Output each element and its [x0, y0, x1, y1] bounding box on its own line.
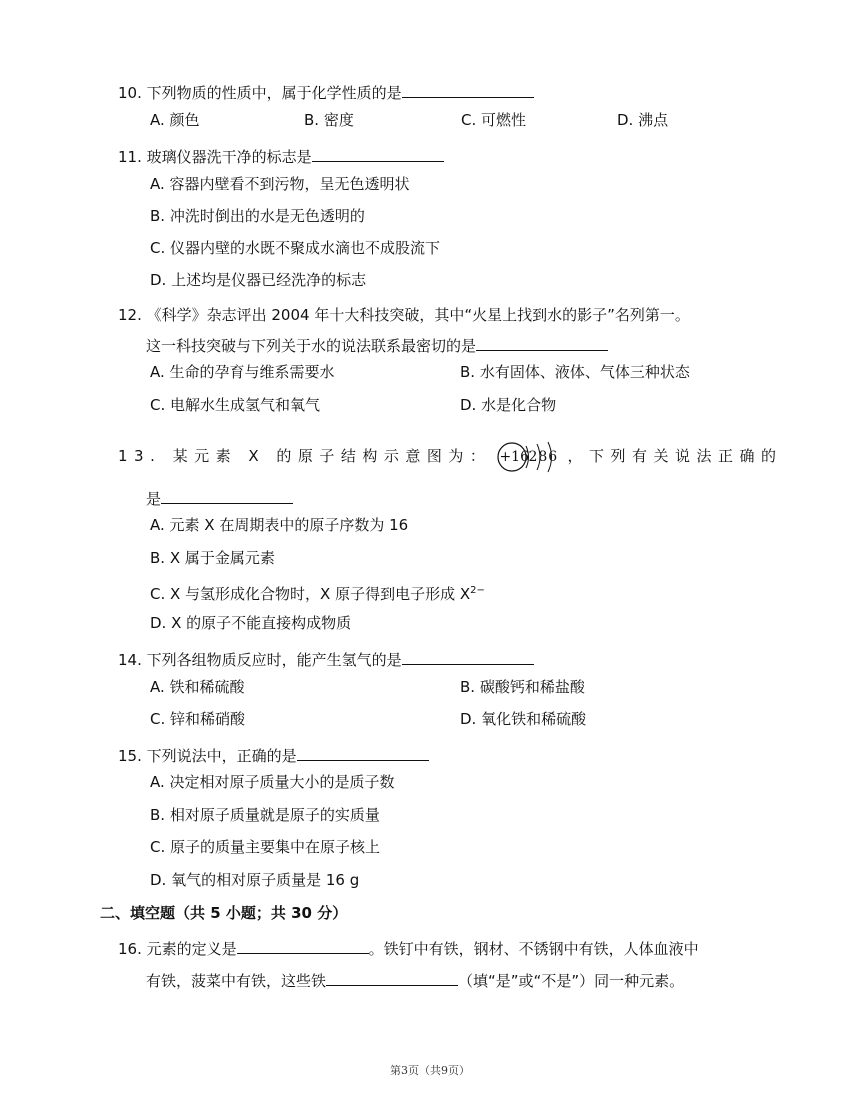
question-stem: 13. 某元素 X 的原子结构示意图为： [118, 447, 492, 465]
option-c [150, 581, 485, 604]
answer-blank[interactable] [402, 81, 534, 98]
question-16-line1 [118, 937, 699, 959]
answer-blank-1[interactable] [237, 937, 369, 954]
question-10 [118, 81, 534, 103]
page-footer: 第3页（共9页） [390, 1064, 470, 1077]
option-text: C. X 与氢形成化合物时，X 原子得到电子形成 X [150, 585, 471, 603]
question-stem: 10. 下列物质的性质中，属于化学性质的是 [118, 84, 402, 102]
question-12-line1: 12. 《科学》杂志评出 2004 年十大科技突破，其中“火星上找到水的影子”名列第一。 [118, 306, 690, 324]
question-stem-continued: ，下列有关说法正确的 [567, 447, 783, 465]
option-c: C. 可燃性 [461, 111, 527, 129]
option-a: A. 颜色 [150, 111, 200, 129]
option-a: A. 生命的孕育与维系需要水 [150, 363, 335, 381]
option-a: A. 元素 X 在周期表中的原子序数为 16 [150, 516, 409, 534]
question-13-line2 [146, 487, 293, 509]
option-d: D. 氧气的相对原子质量是 16 g [150, 871, 360, 889]
question-15 [118, 744, 429, 766]
question-stem-continued: 。铁钉中有铁，钢材、不锈钢中有铁，人体血液中 [368, 940, 699, 958]
option-c: C. 仪器内壁的水既不聚成水滴也不成股流下 [150, 239, 441, 257]
option-d: D. 氧化铁和稀硫酸 [460, 710, 587, 728]
ion-charge: 2− [470, 585, 485, 596]
question-14 [118, 648, 534, 670]
section-title-fill-in: 二、填空题（共 5 小题；共 30 分） [100, 904, 348, 922]
answer-blank[interactable] [312, 145, 444, 162]
option-c: C. 电解水生成氢气和氧气 [150, 396, 321, 414]
option-d: D. 水是化合物 [460, 396, 557, 414]
question-stem-continued: （填“是”或“不是”）同一种元素。 [458, 972, 685, 990]
question-13-line1 [118, 436, 782, 477]
answer-blank[interactable] [476, 334, 608, 351]
question-stem: 11. 玻璃仪器洗干净的标志是 [118, 148, 312, 166]
answer-blank-2[interactable] [326, 969, 458, 986]
option-b: B. 相对原子质量就是原子的实质量 [150, 806, 380, 824]
question-16-line2 [146, 969, 684, 991]
nucleus-charge: +16 [499, 448, 529, 465]
answer-blank[interactable] [297, 744, 429, 761]
answer-blank[interactable] [161, 487, 293, 504]
question-stem: 14. 下列各组物质反应时，能产生氢气的是 [118, 651, 402, 669]
option-c: C. 锌和稀硝酸 [150, 710, 246, 728]
question-stem: 是 [146, 490, 162, 508]
option-b: B. 碳酸钙和稀盐酸 [460, 678, 585, 696]
answer-blank[interactable] [402, 648, 534, 665]
atom-structure-diagram [495, 437, 563, 477]
option-a: A. 决定相对原子质量大小的是质子数 [150, 773, 395, 791]
question-stem: 15. 下列说法中，正确的是 [118, 747, 297, 765]
option-b: B. 水有固体、液体、气体三种状态 [460, 363, 690, 381]
option-a: A. 铁和稀硫酸 [150, 678, 245, 696]
question-stem: 这一科技突破与下列关于水的说法联系最密切的是 [146, 337, 477, 355]
option-b: B. X 属于金属元素 [150, 549, 275, 567]
question-stem: 有铁，菠菜中有铁，这些铁 [146, 972, 327, 990]
question-stem: 16. 元素的定义是 [118, 940, 237, 958]
option-d: D. X 的原子不能直接构成物质 [150, 614, 352, 632]
option-d: D. 上述均是仪器已经洗净的标志 [150, 271, 367, 289]
question-11 [118, 145, 444, 167]
option-b: B. 密度 [304, 111, 354, 129]
option-c: C. 原子的质量主要集中在原子核上 [150, 838, 381, 856]
option-a: A. 容器内壁看不到污物，呈无色透明状 [150, 175, 410, 193]
option-d: D. 沸点 [617, 111, 669, 129]
electron-shells: 286 [528, 448, 559, 465]
option-b: B. 冲洗时倒出的水是无色透明的 [150, 207, 365, 225]
question-12-line2 [146, 334, 608, 356]
